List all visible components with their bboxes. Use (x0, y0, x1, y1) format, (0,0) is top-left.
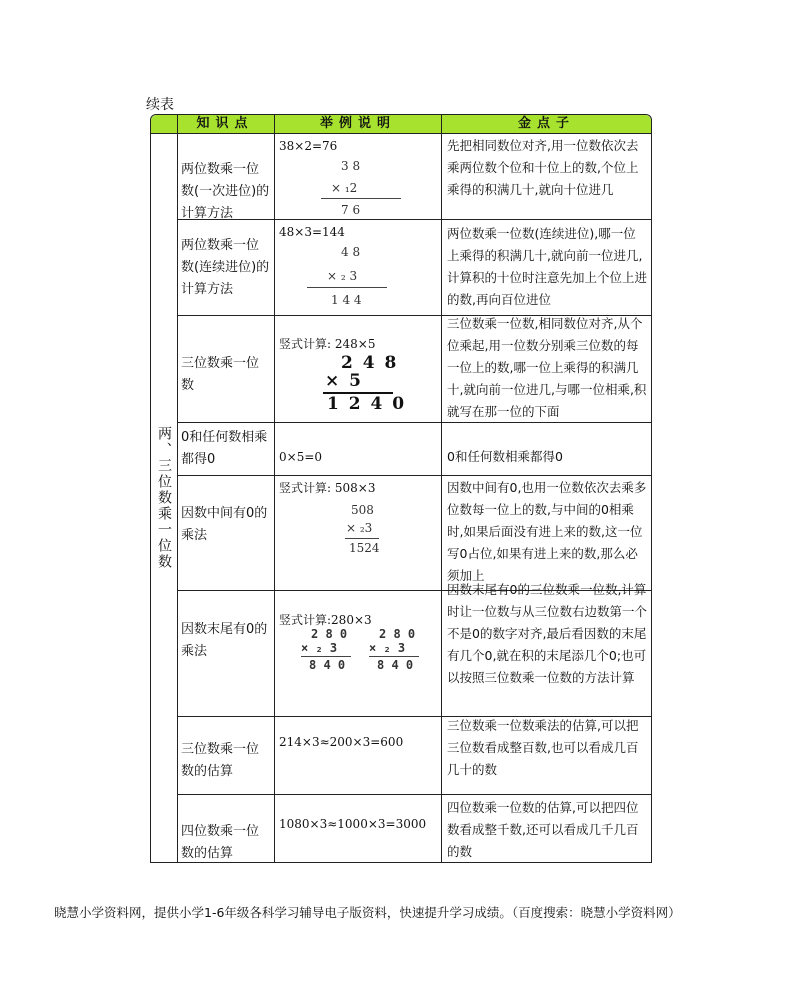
table-header (151, 115, 651, 134)
tip-cell: 因数末尾有0的三位数乘一位数,计算时让一位数与从三位数右边数第一个不是0的数字对齐,最后看因数的末尾有几个0,就在积的末尾添几个0;也可以按照三位数乘一位数的方法计算 (447, 582, 648, 685)
calc-line: 7 6 (341, 203, 361, 217)
tip-cell: 0和任何数相乘都得0 (447, 449, 563, 464)
calc-line: × ₁2 (331, 181, 358, 195)
topic-cell: 三位数乘一位数的估算 (181, 742, 260, 779)
calc-line: 3 8 (341, 159, 361, 173)
example-cell: 48×3=144 (279, 225, 345, 239)
tip-cell: 四位数乘一位数的估算,可以把四位数看成整千数,还可以看成几千几百的数 (447, 800, 639, 859)
header-tips: 金点子 (517, 116, 575, 131)
example-cell: 竖式计算: 248×5 (279, 337, 376, 351)
calc-line: × 5 (325, 371, 363, 391)
header-example: 举例说明 (319, 116, 396, 131)
side-label: 两、三位数乘一位数 (156, 426, 172, 570)
calc-line: × ₂3 (346, 521, 373, 535)
tip-cell: 因数中间有0,也用一位数依次去乘多位数每一位上的数,与中间的0相乘时,如果后面没有进上来的数,这一位写0占位,如果有进上来的数,那么必须加上 (447, 480, 647, 583)
caption: 续表 (146, 97, 174, 113)
tip-cell: 先把相同数位对齐,用一位数依次去乘两位数个位和十位上的数,个位上乘得的积满几十,就向十位进几 (447, 138, 639, 197)
header-knowledge: 知识点 (196, 116, 254, 131)
calc-line: × ₂ 3 (301, 641, 338, 655)
topic-cell: 两位数乘一位数(连续进位)的计算方法 (181, 238, 270, 297)
footer-note: 晓慧小学资料网，提供小学1-6年级各科学习辅导电子版资料，快速提升学习成绩。（百度搜索：晓慧小学资料网） (54, 905, 681, 920)
calc-line: × ₂ 3 (369, 641, 406, 655)
topic-cell: 四位数乘一位数的估算 (181, 824, 260, 861)
topic-cell: 三位数乘一位数 (181, 356, 260, 393)
tip-cell: 三位数乘一位数乘法的估算,可以把三位数看成整百数,也可以看成几百几十的数 (447, 718, 639, 777)
topic-cell: 因数末尾有0的乘法 (181, 622, 268, 659)
calc-line: 1524 (349, 541, 380, 555)
example-cell: 214×3≈200×3=600 (279, 735, 404, 749)
calc-line: 1 2 4 0 (327, 394, 407, 414)
calc-line: 2 8 0 (311, 627, 348, 641)
knowledge-table (150, 114, 652, 863)
example-cell: 1080×3≈1000×3=3000 (279, 817, 427, 831)
tip-cell: 三位数乘一位数,相同数位对齐,从个位乘起,用一位数分别乘三位数的每一位上的数,哪一位上乘得的积满几十,就向前一位进几,与哪一位相乘,积就写在那一位的下面 (447, 316, 647, 419)
calc-line: 4 8 (341, 245, 361, 259)
example-cell: 竖式计算: 508×3 (279, 481, 376, 495)
example-cell: 38×2=76 (279, 139, 338, 153)
calc-line: 8 4 0 (377, 658, 414, 672)
calc-line: 1 4 4 (331, 293, 362, 307)
calc-line: 508 (351, 503, 374, 517)
calc-line: 2 4 8 (341, 353, 399, 373)
topic-cell: 因数中间有0的乘法 (181, 506, 268, 543)
calc-line: 8 4 0 (309, 658, 346, 672)
calc-line: × ₂ 3 (327, 269, 358, 283)
topic-cell: 0和任何数相乘都得0 (181, 430, 268, 467)
tip-cell: 两位数乘一位数(连续进位),哪一位上乘得的积满几十,就向前一位进几,计算积的十位时注意先加上个位上进的数,再向百位进位 (447, 226, 648, 307)
example-cell: 竖式计算:280×3 (279, 613, 372, 627)
topic-cell: 两位数乘一位数(一次进位)的计算方法 (181, 162, 270, 221)
example-cell: 0×5=0 (279, 450, 323, 464)
calc-line: 2 8 0 (379, 627, 416, 641)
